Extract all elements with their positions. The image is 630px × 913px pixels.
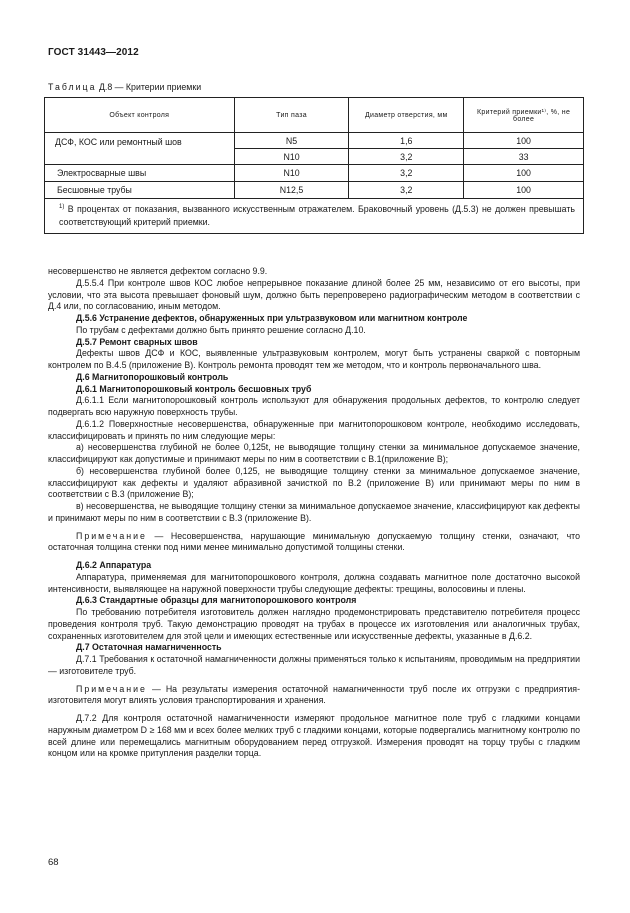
section-heading: Д.6.1 Магнитопорошковый контроль бесшовных труб (76, 383, 312, 394)
cell-diameter: 3,2 (349, 165, 464, 182)
note-label: Примечание (76, 683, 147, 694)
paragraph: Аппаратура, применяемая для магнитопорошкового контроля, должна создавать магнитное поле достаточно высокой интенсивности, выявляющее на наружной поверхности трубы следующие дефекты: трещины, волосовины и плены. (48, 571, 580, 594)
cell-groove: N10 (234, 165, 349, 182)
header-hole-diameter: Диаметр отверстия, мм (349, 98, 464, 133)
paragraph: По трубам с дефектами должно быть принято решение согласно Д.10. (76, 324, 366, 335)
paragraph: Дефекты швов ДСФ и КОС, выявленные ультразвуковым контролем, могут быть устранены сваркой с повторным контролем по В.4.5 (приложение В). Контроль ремонта проводят тем же методом, что и контроль первоначального шва. (48, 348, 580, 370)
list-item: а) несовершенства глубиной не более 0,125t, не выводящие толщину стенки за минимальное допускаемое значение, классифицируют как допустимые и принимают меры по ним в соответствии с В.1(приложение В); (48, 442, 580, 464)
note (48, 684, 580, 708)
list-item: в) несовершенства, не выводящие толщину стенки за минимальное допускаемое значение, классифицируют как дефекты и принимают меры по ним в соответствии с В.3 (приложение В). (48, 501, 580, 523)
section-heading: Д.6 Магнитопорошковый контроль (76, 371, 229, 382)
note-label: Примечание (76, 530, 147, 541)
section-heading: Д.7 Остаточная намагниченность (76, 642, 222, 653)
header-object: Объект контроля (45, 98, 235, 133)
cell-groove: N10 (234, 149, 349, 165)
footnote-text: В процентах от показания, вызванного искусственным отражателем. Браковочный уровень (Д.5.3) не должен превышать соответствующий критерий приемки. (59, 204, 575, 227)
table-caption (48, 82, 201, 92)
cell-criterion: 100 (464, 165, 584, 182)
footnote-mark: 1) (59, 204, 65, 211)
cell-groove: N5 (234, 133, 349, 149)
paragraph: Д.7.2 Для контроля остаточной намагниченности измеряют продольное магнитное поле труб с гладкими концами наружным диаметром D ≥ 168 мм и всех более мелких труб с гладкими концами, которые подвергались магнитному контролю по всей длине или перемещались магнитным оборудованием перед отгрузкой. Измерения проводят на торцу трубы с гладким концом или на кромке притупления разделки торца. (48, 713, 580, 759)
section-heading: Д.6.3 Стандартные образцы для магнитопорошкового контроля (76, 595, 357, 606)
cell-criterion: 100 (464, 182, 584, 199)
cell-criterion: 100 (464, 133, 584, 149)
paragraph: Д.6.1.2 Поверхностные несовершенства, обнаруженные при магнитопорошковом контроле, необходимо исследовать, классифицировать и принять по ним следующие меры: (48, 418, 580, 441)
cell-criterion: 33 (464, 149, 584, 165)
list-item: б) несовершенства глубиной более 0,125, не выводящие толщину стенки за минимальное допускаемое значение, классифицируют как дефекты и удаляют абразивной зачисткой по В.2 (приложение В) или принимают меры по ним в соответствии с В.3 (приложение В); (48, 465, 580, 500)
table-row (45, 165, 584, 182)
cell-diameter: 3,2 (349, 182, 464, 199)
table-footnote (45, 199, 584, 234)
cell-object: Электросварные швы (45, 165, 235, 182)
table-caption-title: Д.8 — Критерии приемки (96, 82, 202, 92)
header-groove-type: Тип паза (234, 98, 349, 133)
paragraph: Д.7.1 Требования к остаточной намагниченности должны применяться только к испытаниям, проводимым на предприятии — изготовителе труб. (48, 654, 580, 676)
page-number: 68 (48, 857, 59, 868)
section-heading: Д.6.2 Аппаратура (76, 560, 152, 570)
table-row (45, 133, 584, 149)
section-heading: Д.5.7 Ремонт сварных швов (76, 336, 198, 347)
paragraph: Д.5.5.4 При контроле швов КОС любое непрерывное показание длиной более 25 мм, независимо от его высоты, при условии, что эта высота превышает фоновый шум, должно быть перепроверено радиографическим методом в соответствии с Д.4 или, по согласованию, иным методом. (48, 277, 580, 312)
document-header: ГОСТ 31443—2012 (48, 47, 139, 58)
table-header-row (45, 98, 584, 133)
section-heading: Д.5.6 Устранение дефектов, обнаруженных при ультразвуковом или магнитном контроле (76, 313, 468, 323)
cell-object: ДСФ, КОС или ремонтный шов (45, 133, 235, 165)
table-caption-prefix: Таблица (48, 82, 97, 92)
cell-diameter: 1,6 (349, 133, 464, 149)
cell-diameter: 3,2 (349, 149, 464, 165)
paragraph: По требованию потребителя изготовитель должен наглядно продемонстрировать представителю потребителя процесс проведения контроля труб. Такую демонстрацию проводят на трубах в процессе их изготовления или аналогичных трубах, сохраненных изготовителем для этой цели и имеющих естественные или искусственные дефекты, указанные в Д.6.2. (48, 607, 580, 641)
note-text: — Несовершенства, нарушающие минимальную допускаемую толщину стенки, означают, что остаточная толщина стенки под ними менее минимально допустимой толщины стенки. (48, 530, 580, 553)
note-text: — На результаты измерения остаточной намагниченности труб после их отгрузки с предприятия-изготовителя могут влиять условия транспортирования и хранения. (48, 683, 580, 706)
table-row (45, 182, 584, 199)
paragraph: несовершенство не является дефектом согласно 9.9. (48, 266, 268, 276)
note (48, 531, 580, 555)
acceptance-criteria-table (44, 97, 584, 234)
body-text (48, 266, 580, 760)
cell-object: Бесшовные трубы (45, 182, 235, 199)
header-acceptance-criterion: Критерий приемки¹⁾, %, не более (464, 98, 584, 133)
paragraph: Д.6.1.1 Если магнитопорошковый контроль используют для обнаружения продольных дефектов, то контролю следует подвергать всю наружную поверхность трубы. (48, 395, 580, 417)
table-footnote-row (45, 199, 584, 234)
cell-groove: N12,5 (234, 182, 349, 199)
